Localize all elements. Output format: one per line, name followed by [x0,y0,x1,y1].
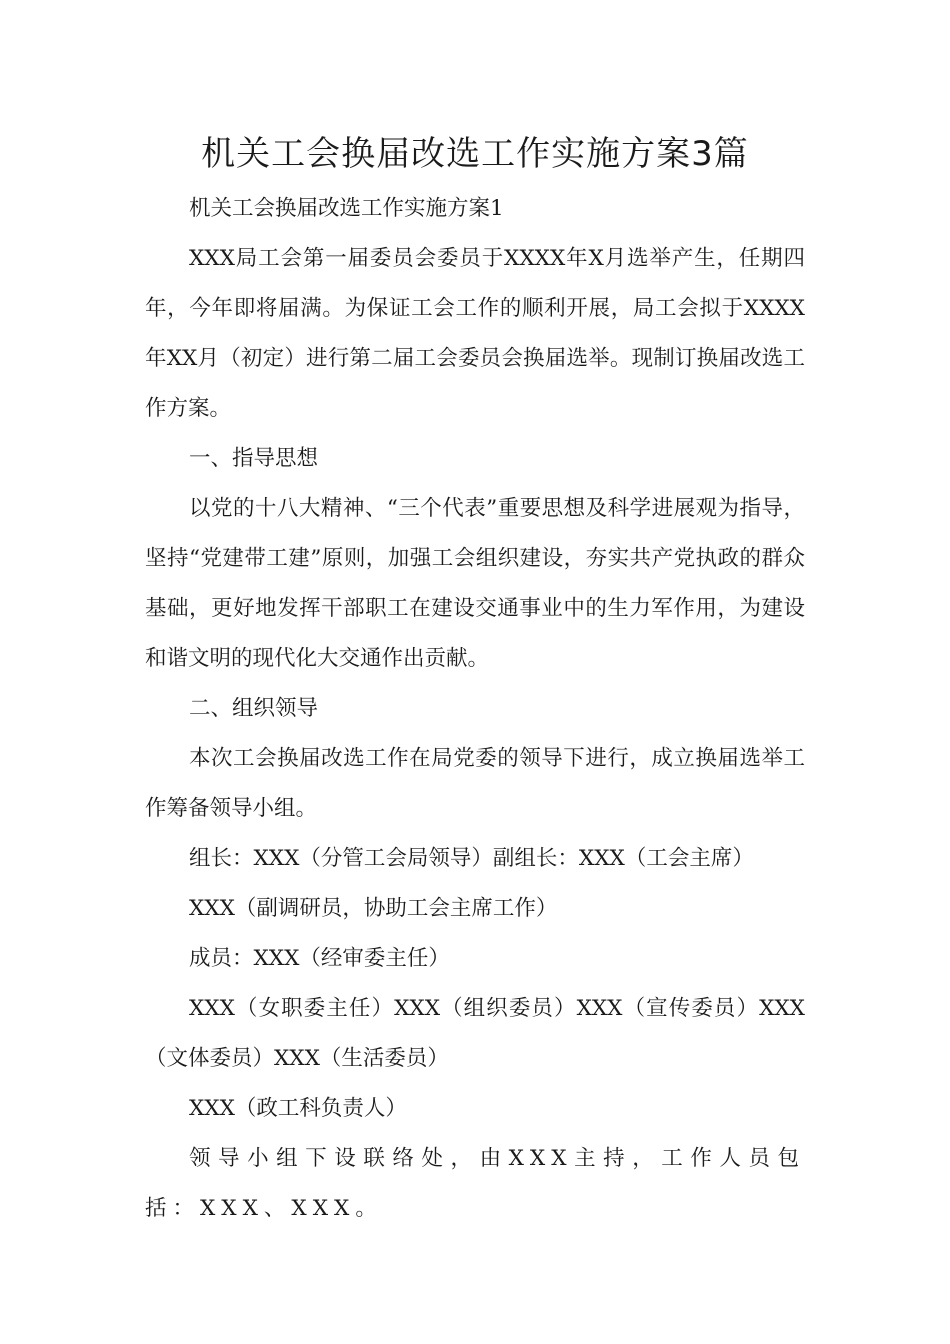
leadership-paragraph: 本次工会换届改选工作在局党委的领导下进行，成立换届选举工作筹备领导小组。 [145,746,805,821]
liaison-paragraph: 领导小组下设联络处，由XXX主持，工作人员包括：XXX、XXX。 [145,1146,805,1221]
section-heading-guiding-thought: 一、指导思想 [189,446,319,471]
members-line: 成员：XXX（经审委主任） [189,946,450,971]
guiding-thought-paragraph: 以党的十八大精神、“三个代表”重要思想及科学进展观为指导，坚持“党建带工建”原则，加强工会组织建设，夯实共产党执政的群众基础，更好地发挥干部职工在建设交通事业中的生力军作用，为建设和谐文明的现代化大交通作出贡献。 [145,496,805,671]
leader-line: 组长：XXX（分管工会局领导）副组长：XXX（工会主席） [189,846,754,871]
political-section-line: XXX（政工科负责人） [189,1096,407,1121]
members-list-paragraph: XXX（女职委主任）XXX（组织委员）XXX（宣传委员）XXX（文体委员）XXX（生活委员） [145,996,805,1071]
document-title: 机关工会换届改选工作实施方案3篇 [201,134,749,174]
section-heading-leadership: 二、组织领导 [189,696,319,721]
subtitle-paragraph: 机关工会换届改选工作实施方案1 [189,196,504,221]
document-page [145,128,805,1234]
intro-paragraph: XXX局工会第一届委员会委员于XXXX年X月选举产生，任期四年，今年即将届满。为保证工会工作的顺利开展，局工会拟于XXXX年XX月（初定）进行第二届工会委员会换届选举。现制订换届改选工作方案。 [145,246,805,421]
assistant-line: XXX（副调研员，协助工会主席工作） [189,896,558,921]
